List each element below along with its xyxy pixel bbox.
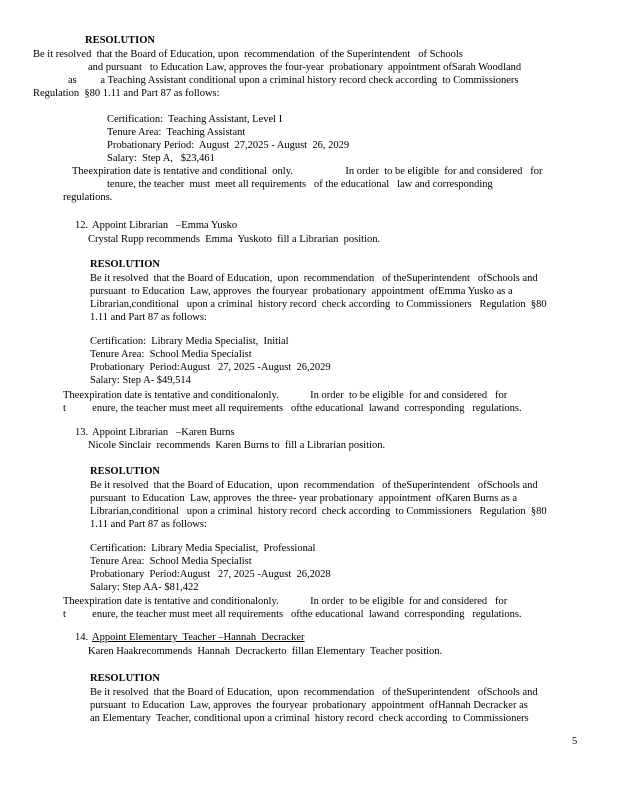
- salary-line: Salary: Step A, $23,461: [107, 153, 215, 164]
- tenure-area-line: Tenure Area: School Media Specialist: [90, 349, 252, 360]
- resolution-body-line: Librarian,conditional upon a criminal history record check according to Commissioners Regulation §80: [90, 299, 547, 310]
- item-title: Appoint Librarian –Emma Yusko: [92, 220, 238, 231]
- expiration-note-line: t enure, the teacher must meet all requirements ofthe educational lawand corresponding regulations.: [63, 609, 522, 620]
- resolution-body-line: as a Teaching Assistant conditional upon a criminal history record check according to Commissioners: [68, 75, 519, 86]
- certification-line: Certification: Library Media Specialist, Initial: [90, 336, 289, 347]
- item-intro: Karen Haakrecommends Hannah Decrackerto fillan Elementary Teacher position.: [88, 646, 443, 657]
- page-number: 5: [572, 736, 578, 747]
- resolution-heading: RESOLUTION: [90, 673, 161, 684]
- certification-line: Certification: Library Media Specialist, Professional: [90, 543, 316, 554]
- certification-line: Certification: Teaching Assistant, Level I: [107, 114, 283, 125]
- tenure-area-line: Tenure Area: School Media Specialist: [90, 556, 252, 567]
- item-intro: Nicole Sinclair recommends Karen Burns to fill a Librarian position.: [88, 440, 386, 451]
- probationary-period-line: Probationary Period:August 27, 2025 -August 26,2028: [90, 569, 331, 580]
- expiration-note: [63, 389, 522, 415]
- probationary-period-line: Probationary Period:August 27, 2025 -August 26,2029: [90, 362, 331, 373]
- resolution-body: [90, 479, 547, 531]
- resolution-body-line: and pursuant to Education Law, approves the four-year probationary appointment ofSarah Woodland: [88, 62, 522, 73]
- tenure-area-line: Tenure Area: Teaching Assistant: [107, 127, 246, 138]
- probationary-period-line: Probationary Period: August 27,2025 - August 26, 2029: [107, 140, 350, 151]
- expiration-note-line: Theexpiration date is tentative and conditional only. In order to be eligible for and considered for: [72, 166, 543, 177]
- expiration-note-line: Theexpiration date is tentative and conditionalonly. In order to be eligible for and considered for: [63, 390, 508, 401]
- item-number: 12.: [75, 220, 89, 231]
- salary-line: Salary: Step A- $49,514: [90, 375, 191, 386]
- resolution-body-line: Be it resolved that the Board of Education, upon recommendation of theSuperintendent ofSchools and: [90, 687, 538, 698]
- resolution-heading: RESOLUTION: [85, 35, 156, 46]
- agenda-item-12-heading: [75, 219, 237, 232]
- resolution-body-line: pursuant to Education Law, approves the three- year probationary appointment ofKaren Burns as a: [90, 493, 518, 504]
- expiration-note-line: t enure, the teacher must meet all requirements ofthe educational lawand corresponding regulations.: [63, 403, 522, 414]
- resolution-body-line: Regulation §80 1.11 and Part 87 as follows:: [33, 88, 220, 99]
- resolution-heading: RESOLUTION: [90, 466, 161, 477]
- item-title: Appoint Librarian –Karen Burns: [92, 427, 235, 438]
- expiration-note: [63, 595, 522, 621]
- item-number: 14.: [75, 632, 89, 643]
- expiration-note-line: Theexpiration date is tentative and conditionalonly. In order to be eligible for and considered for: [63, 596, 508, 607]
- resolution-body: [90, 272, 547, 324]
- item-number: 13.: [75, 427, 89, 438]
- resolution-body-line: an Elementary Teacher, conditional upon a criminal history record check according to Commissioners: [90, 713, 529, 724]
- expiration-note-line: tenure, the teacher must meet all requirements of the educational law and corresponding: [107, 179, 493, 190]
- item-intro: Crystal Rupp recommends Emma Yuskoto fill a Librarian position.: [88, 234, 381, 245]
- agenda-item-14-heading: [75, 631, 305, 644]
- expiration-note-line: regulations.: [63, 192, 113, 203]
- resolution-body-line: Be it resolved that the Board of Education, upon recommendation of the Superintendent of Schools: [33, 49, 463, 60]
- resolution-body-line: Librarian,conditional upon a criminal history record check according to Commissioners Regulation §80: [90, 506, 547, 517]
- resolution-body-line: pursuant to Education Law, approves the fouryear probationary appointment ofHannah Decracker as: [90, 700, 528, 711]
- salary-line: Salary: Step AA- $81,422: [90, 582, 199, 593]
- resolution-body-line: pursuant to Education Law, approves the fouryear probationary appointment ofEmma Yusko as a: [90, 286, 513, 297]
- resolution-body: [90, 686, 538, 725]
- appointment-details: [90, 542, 331, 594]
- appointment-details: [90, 335, 331, 387]
- resolution-body-line: 1.11 and Part 87 as follows:: [90, 519, 207, 530]
- resolution-body: [33, 48, 521, 100]
- resolution-heading: RESOLUTION: [90, 259, 161, 270]
- item-title: Appoint Elementary Teacher –Hannah Decracker: [92, 632, 305, 643]
- resolution-body-line: 1.11 and Part 87 as follows:: [90, 312, 207, 323]
- appointment-details: [107, 113, 349, 165]
- expiration-note: [63, 165, 543, 204]
- agenda-item-13-heading: [75, 426, 235, 439]
- resolution-body-line: Be it resolved that the Board of Education, upon recommendation of theSuperintendent ofSchools and: [90, 480, 538, 491]
- resolution-body-line: Be it resolved that the Board of Education, upon recommendation of theSuperintendent ofSchools and: [90, 273, 538, 284]
